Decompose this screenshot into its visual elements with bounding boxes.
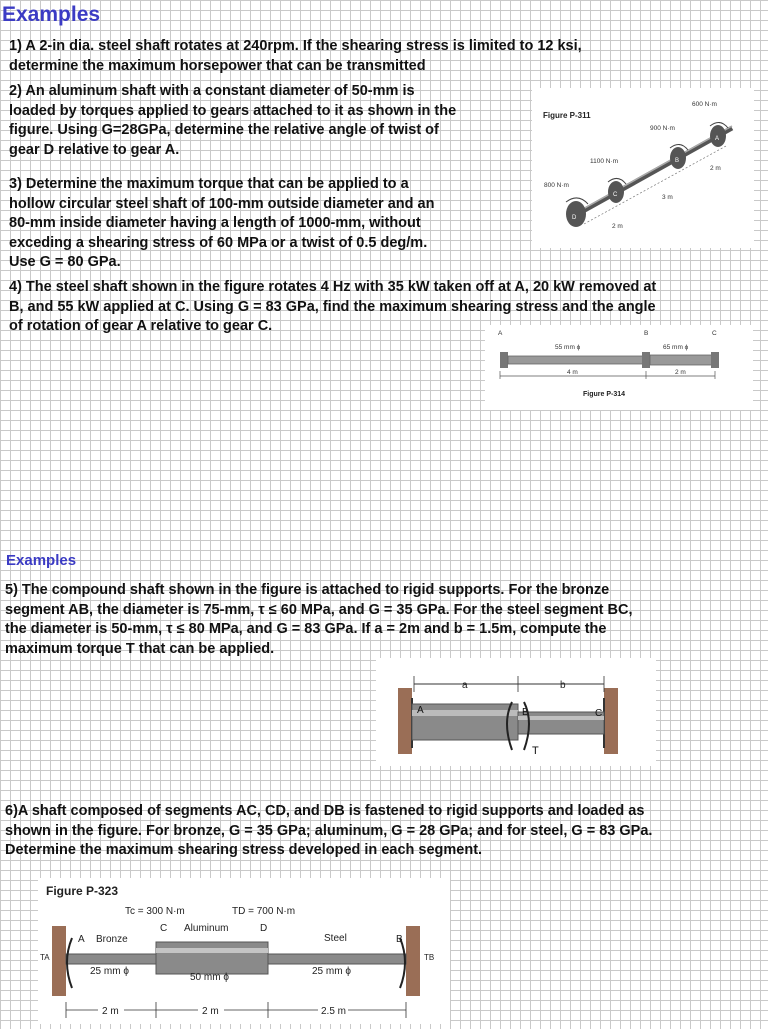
- point-c-label: C: [595, 708, 603, 719]
- problem-5-text: 5) The compound shaft shown in the figure is attached to rigid supports. For the bronze segment AB, the diameter is 75-mm, τ ≤ 60 MPa, and G = 35 GPa. For the steel segment BC, the diameter is 50-mm, τ ≤ 80 MPa, and G = 83 GPa. If a = 2m and b = 1.5m, compute the maximum torque T that can be applied.: [5, 582, 633, 657]
- point-d-label: D: [260, 923, 268, 934]
- aluminum-segment-cd: [156, 942, 268, 974]
- figure-problem-5: [376, 658, 656, 766]
- fig314-len-4m: 4 m: [567, 369, 578, 376]
- torque-900-label: 900 N·m: [650, 125, 675, 132]
- torque-tb-label: TB: [424, 953, 435, 962]
- len-db-label: 2.5 m: [321, 1006, 347, 1017]
- right-support: [604, 688, 618, 754]
- gear-b-label: B: [675, 158, 680, 164]
- fig314-len-2m: 2 m: [675, 369, 686, 376]
- aluminum-label: Aluminum: [184, 923, 229, 934]
- gear-a-label: A: [715, 136, 720, 142]
- dim-b: b: [560, 680, 566, 691]
- point-a-label: A: [417, 705, 424, 716]
- figure-p314-caption: Figure P-314: [583, 391, 626, 398]
- steel-segment-db: [268, 954, 406, 964]
- dim-2m-a: 2 m: [612, 223, 623, 230]
- fig314-label-c: C: [712, 330, 717, 337]
- bronze-segment-ac: [66, 954, 156, 964]
- problem-3-text: 3) Determine the maximum torque that can be applied to a hollow circular steel shaft of 100-mm outside diameter and an 80-mm inside diameter having a length of 1000-mm, without exceding a shearing stress of 60 MPa or a twist of 0.5 deg/m. Use G = 80 GPa.: [9, 176, 435, 270]
- torque-600-label: 600 N·m: [692, 101, 717, 108]
- aluminum-dia-label: 50 mm ϕ: [190, 972, 229, 983]
- steel-label: Steel: [324, 933, 347, 944]
- problem-6-text: 6)A shaft composed of segments AC, CD, and DB is fastened to rigid supports and loaded as shown in the figure. For bronze, G = 35 GPa; aluminum, G = 28 GPa; and for steel, G = 83 GPa. Determine the maximum shearing stress developed in each segment.: [5, 803, 653, 858]
- point-a-label: A: [78, 934, 85, 945]
- bronze-segment-ab: [412, 704, 518, 740]
- gear-a: [500, 352, 508, 368]
- len-cd-label: 2 m: [202, 1006, 219, 1017]
- shaft-segment-bc: [650, 355, 712, 365]
- figure-p323: [38, 878, 450, 1024]
- len-ac-label: 2 m: [102, 1006, 119, 1017]
- point-b-label: B: [396, 934, 403, 945]
- torque-td-label: TD = 700 N·m: [232, 906, 296, 917]
- section-heading: Examples: [6, 552, 77, 569]
- problem-1-text: 1) A 2-in dia. steel shaft rotates at 240rpm. If the shearing stress is limited to 12 ksi, determine the maximum horsepower that can be transmitted: [9, 38, 582, 74]
- problem-4-text: 4) The steel shaft shown in the figure rotates 4 Hz with 35 kW taken off at A, 20 kW removed at B, and 55 kW applied at C. Using G = 83 GPa, find the maximum shearing stress and the angle of rotation of gear A relative to gear C.: [9, 279, 657, 334]
- fig314-label-a: A: [498, 330, 503, 337]
- fig314-dia-55: 55 mm ϕ: [555, 344, 581, 351]
- figure-p314: [485, 325, 753, 410]
- figure-problem-5-drawing: [376, 658, 656, 766]
- right-support: [406, 926, 420, 996]
- torque-tc-label: Tc = 300 N·m: [125, 906, 185, 917]
- figure-p311-title: Figure P-311: [543, 111, 591, 120]
- figure-p314-drawing: [485, 325, 753, 410]
- figure-p323-title: Figure P-323: [46, 884, 119, 898]
- torque-800-label: 800 N·m: [544, 182, 569, 189]
- fig314-label-b: B: [644, 330, 649, 337]
- torque-1100-label: 1100 N·m: [590, 158, 619, 165]
- torque-t-label: T: [532, 745, 539, 757]
- gear-c: [711, 352, 719, 368]
- fig314-dia-65: 65 mm ϕ: [663, 344, 689, 351]
- torque-ta-label: TA: [40, 953, 50, 962]
- gear-d: [566, 201, 586, 227]
- figure-p311: [532, 88, 754, 248]
- dim-3m: 3 m: [662, 194, 673, 201]
- problem-2-text: 2) An aluminum shaft with a constant diameter of 50-mm is loaded by torques applied to gears attached to it as shown in the figure. Using G=28GPa, determine the relative angle of twist of gear D relative to gear A.: [9, 83, 457, 158]
- bronze-label: Bronze: [96, 934, 128, 945]
- steel-segment-bc: [518, 712, 604, 734]
- dim-2m-b: 2 m: [710, 165, 721, 172]
- bronze-dia-label: 25 mm ϕ: [90, 966, 129, 977]
- dim-a: a: [462, 680, 468, 691]
- left-support: [398, 688, 412, 754]
- left-support: [52, 926, 66, 996]
- shaft: [574, 128, 732, 216]
- shaft-segment-ab: [508, 356, 646, 364]
- point-b-label: B: [522, 707, 529, 718]
- gear-d-label: D: [572, 215, 577, 221]
- page-heading: Examples: [2, 3, 101, 26]
- steel-dia-label: 25 mm ϕ: [312, 966, 351, 977]
- figure-p311-drawing: [532, 88, 754, 248]
- figure-p323-drawing: [38, 878, 450, 1024]
- shaft-highlight: [574, 126, 732, 214]
- gear-c-label: C: [613, 192, 618, 198]
- gear-b: [642, 352, 650, 368]
- point-c-label: C: [160, 923, 168, 934]
